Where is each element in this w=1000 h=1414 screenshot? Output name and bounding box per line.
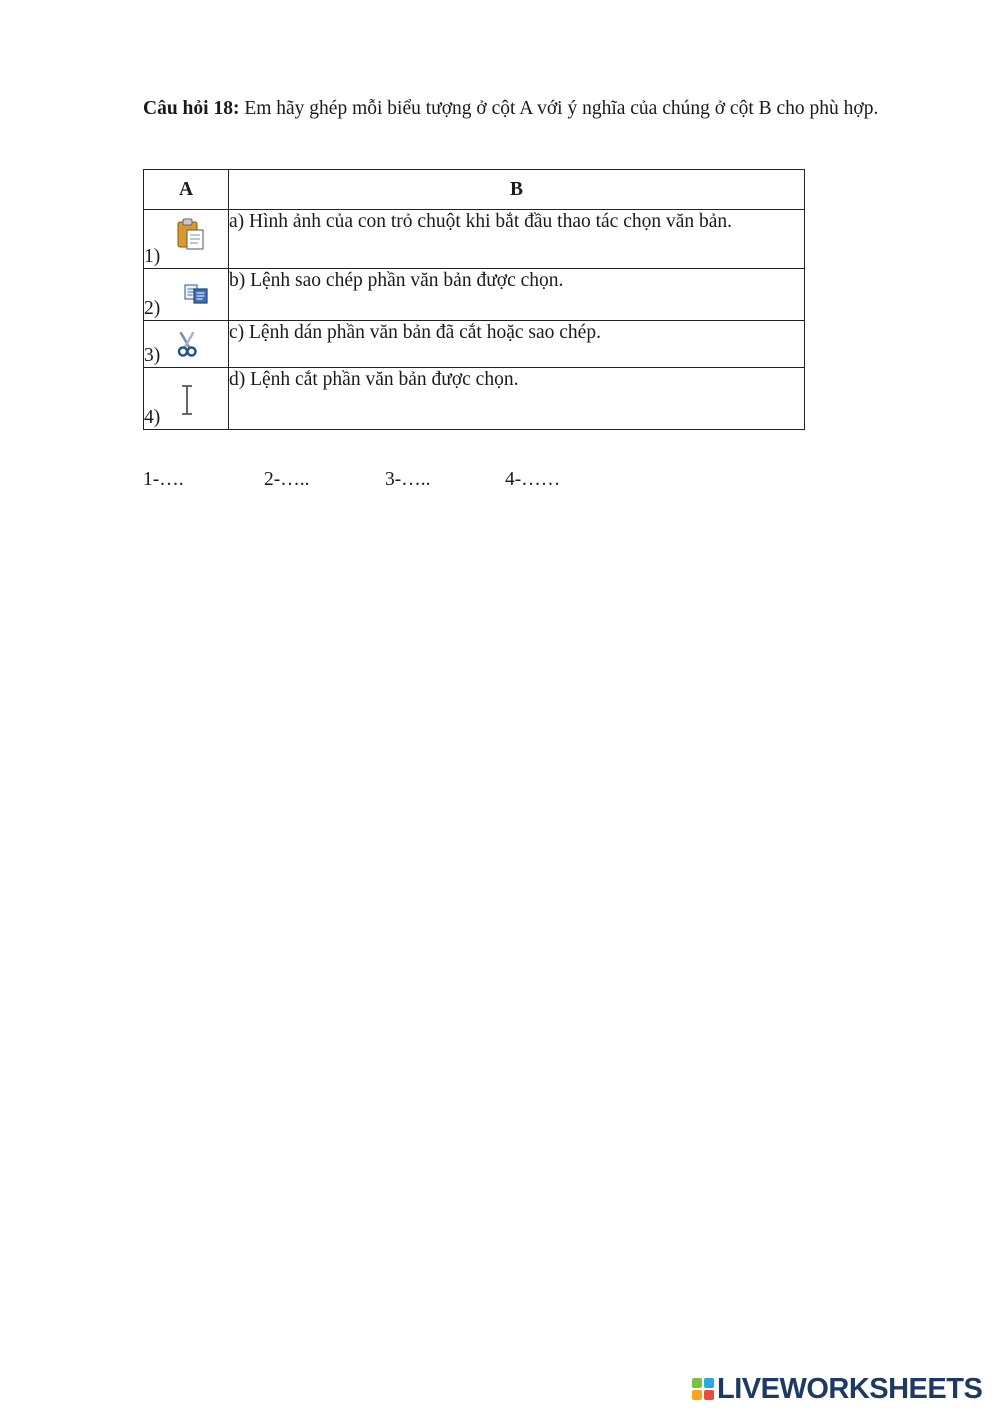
cell-b-4: d) Lệnh cắt phần văn bản được chọn. [229,368,805,430]
row-number: 2) [144,298,161,319]
answer-1[interactable]: 1-…. [143,469,184,490]
cell-a-3 [144,321,229,368]
table-header-row [144,170,805,210]
question-label: Câu hỏi 18: [143,98,240,119]
text-cursor-icon [180,384,194,416]
logo-text: LIVEWORKSHEETS [717,1372,983,1405]
row-number: 3) [144,345,161,366]
cell-a-1 [144,210,229,269]
logo-icon [692,1378,714,1400]
question-body: Em hãy ghép mỗi biểu tượng ở cột A với ý nghĩa của chúng ở cột B cho phù hợp. [239,98,879,119]
table-row [144,269,805,321]
cell-b-1: a) Hình ảnh của con trỏ chuột khi bắt đầu thao tác chọn văn bản. [229,210,805,269]
copy-icon [184,284,210,304]
row-number: 1) [144,246,161,267]
table-row [144,321,805,368]
answer-3[interactable]: 3-….. [385,469,431,490]
table-row [144,210,805,269]
header-b: B [229,170,805,210]
scissors-icon [176,332,198,358]
cell-a-2 [144,269,229,321]
cell-b-2: b) Lệnh sao chép phần văn bản được chọn. [229,269,805,321]
answer-4[interactable]: 4-…… [505,469,561,490]
liveworksheets-logo [692,1372,982,1406]
cell-b-3: c) Lệnh dán phần văn bản đã cắt hoặc sao chép. [229,321,805,368]
header-a: A [144,170,229,210]
table-row [144,368,805,430]
matching-table [143,169,805,430]
answer-2[interactable]: 2-….. [264,469,310,490]
cell-a-4 [144,368,229,430]
row-number: 4) [144,407,161,428]
question-text [143,96,905,121]
paste-icon [177,218,205,250]
